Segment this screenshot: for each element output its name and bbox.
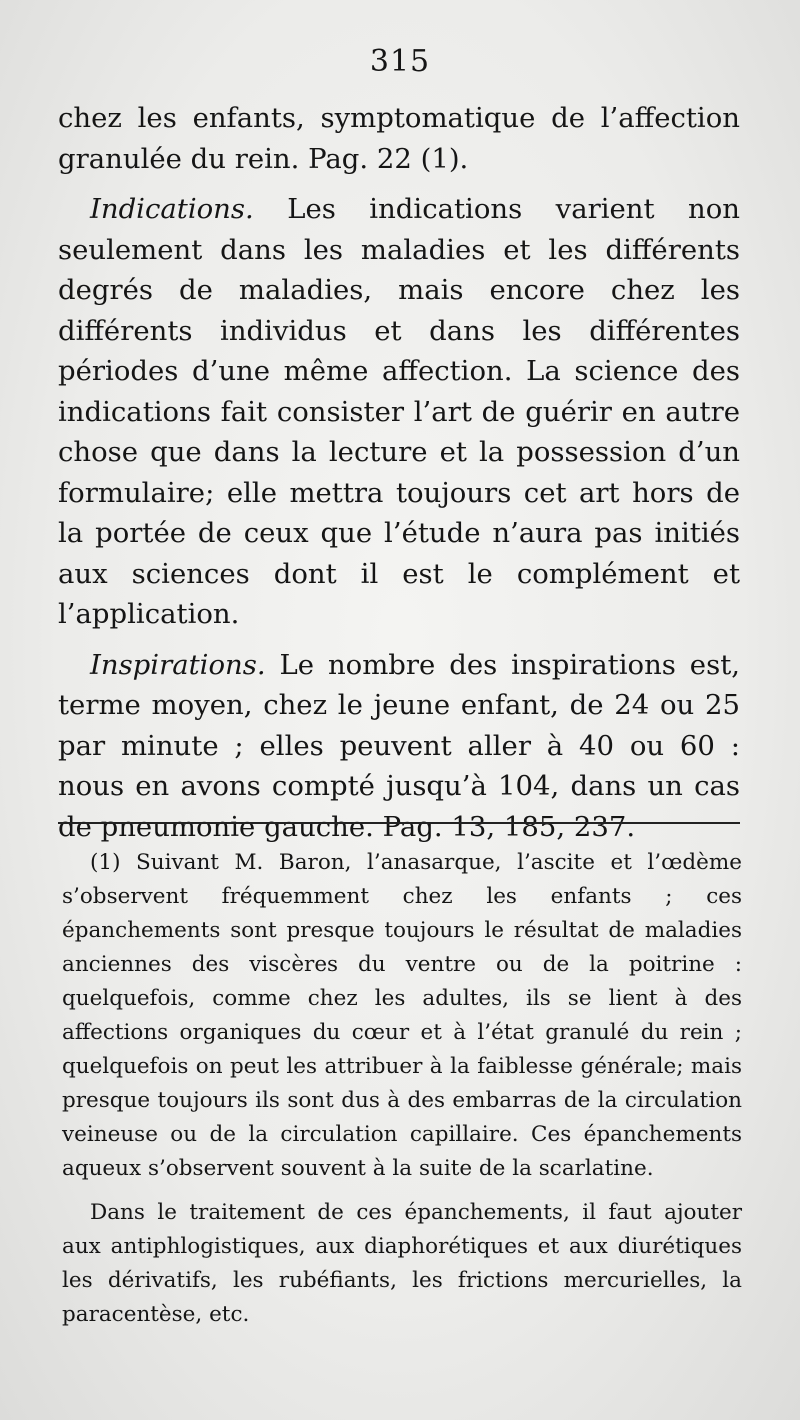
footnote-divider <box>58 822 740 824</box>
entry-inspirations <box>58 645 740 848</box>
footnote-1: (1) Suivant M. Baron, l’anasarque, l’ascite et l’œdème s’observent fréquemment chez les enfants ; ces épanchements sont presque toujours le résultat de maladies anciennes des viscères du ventre ou de la poitrine : quelquefois, comme chez les adultes, ils se lient à des affections organiques du cœur et à l’état granulé du rein ; quelquefois on peut les attribuer à la faiblesse générale; mais presque toujours ils sont dus à des embarras de la circulation veineuse ou de la circulation capillaire. Ces épanchements aqueux s’observent souvent à la suite de la scarlatine. <box>62 850 742 1181</box>
page-number: 315 <box>369 44 431 79</box>
entry-term: Inspirations. <box>90 648 266 681</box>
continuation-paragraph: chez les enfants, symptomatique de l’affection granulée du rein. Pag. 22 (1). <box>58 102 740 175</box>
entry-indications <box>58 189 740 635</box>
footnote-1-continued: Dans le traitement de ces épanchements, il faut ajouter aux antiphlogistiques, aux diaphorétiques et aux diurétiques les dérivatifs, les rubéfiants, les frictions mercurielles, la paracentèse, etc. <box>62 1200 742 1327</box>
main-text <box>58 98 740 847</box>
entry-text: Le nombre des inspirations est, terme moyen, chez le jeune enfant, de 24 ou 25 par minute ; elles peuvent aller à 40 ou 60 : nous en avons compté jusqu’à 104, dans un cas de pneumonie gauche. Pag. 13, 185, 237. <box>58 648 740 843</box>
footnotes <box>62 846 742 1332</box>
entry-text: Les indications varient non seulement dans les maladies et les différents degrés de maladies, mais encore chez les différents individus et dans les différentes périodes d’une même affection. La science des indications fait consister l’art de guérir en autre chose que dans la lecture et la possession d’un formulaire; elle mettra toujours cet art hors de la portée de ceux que l’étude n’aura pas initiés aux sciences dont il est le complément et l’application. <box>58 193 740 630</box>
entry-term: Indications. <box>90 193 254 225</box>
